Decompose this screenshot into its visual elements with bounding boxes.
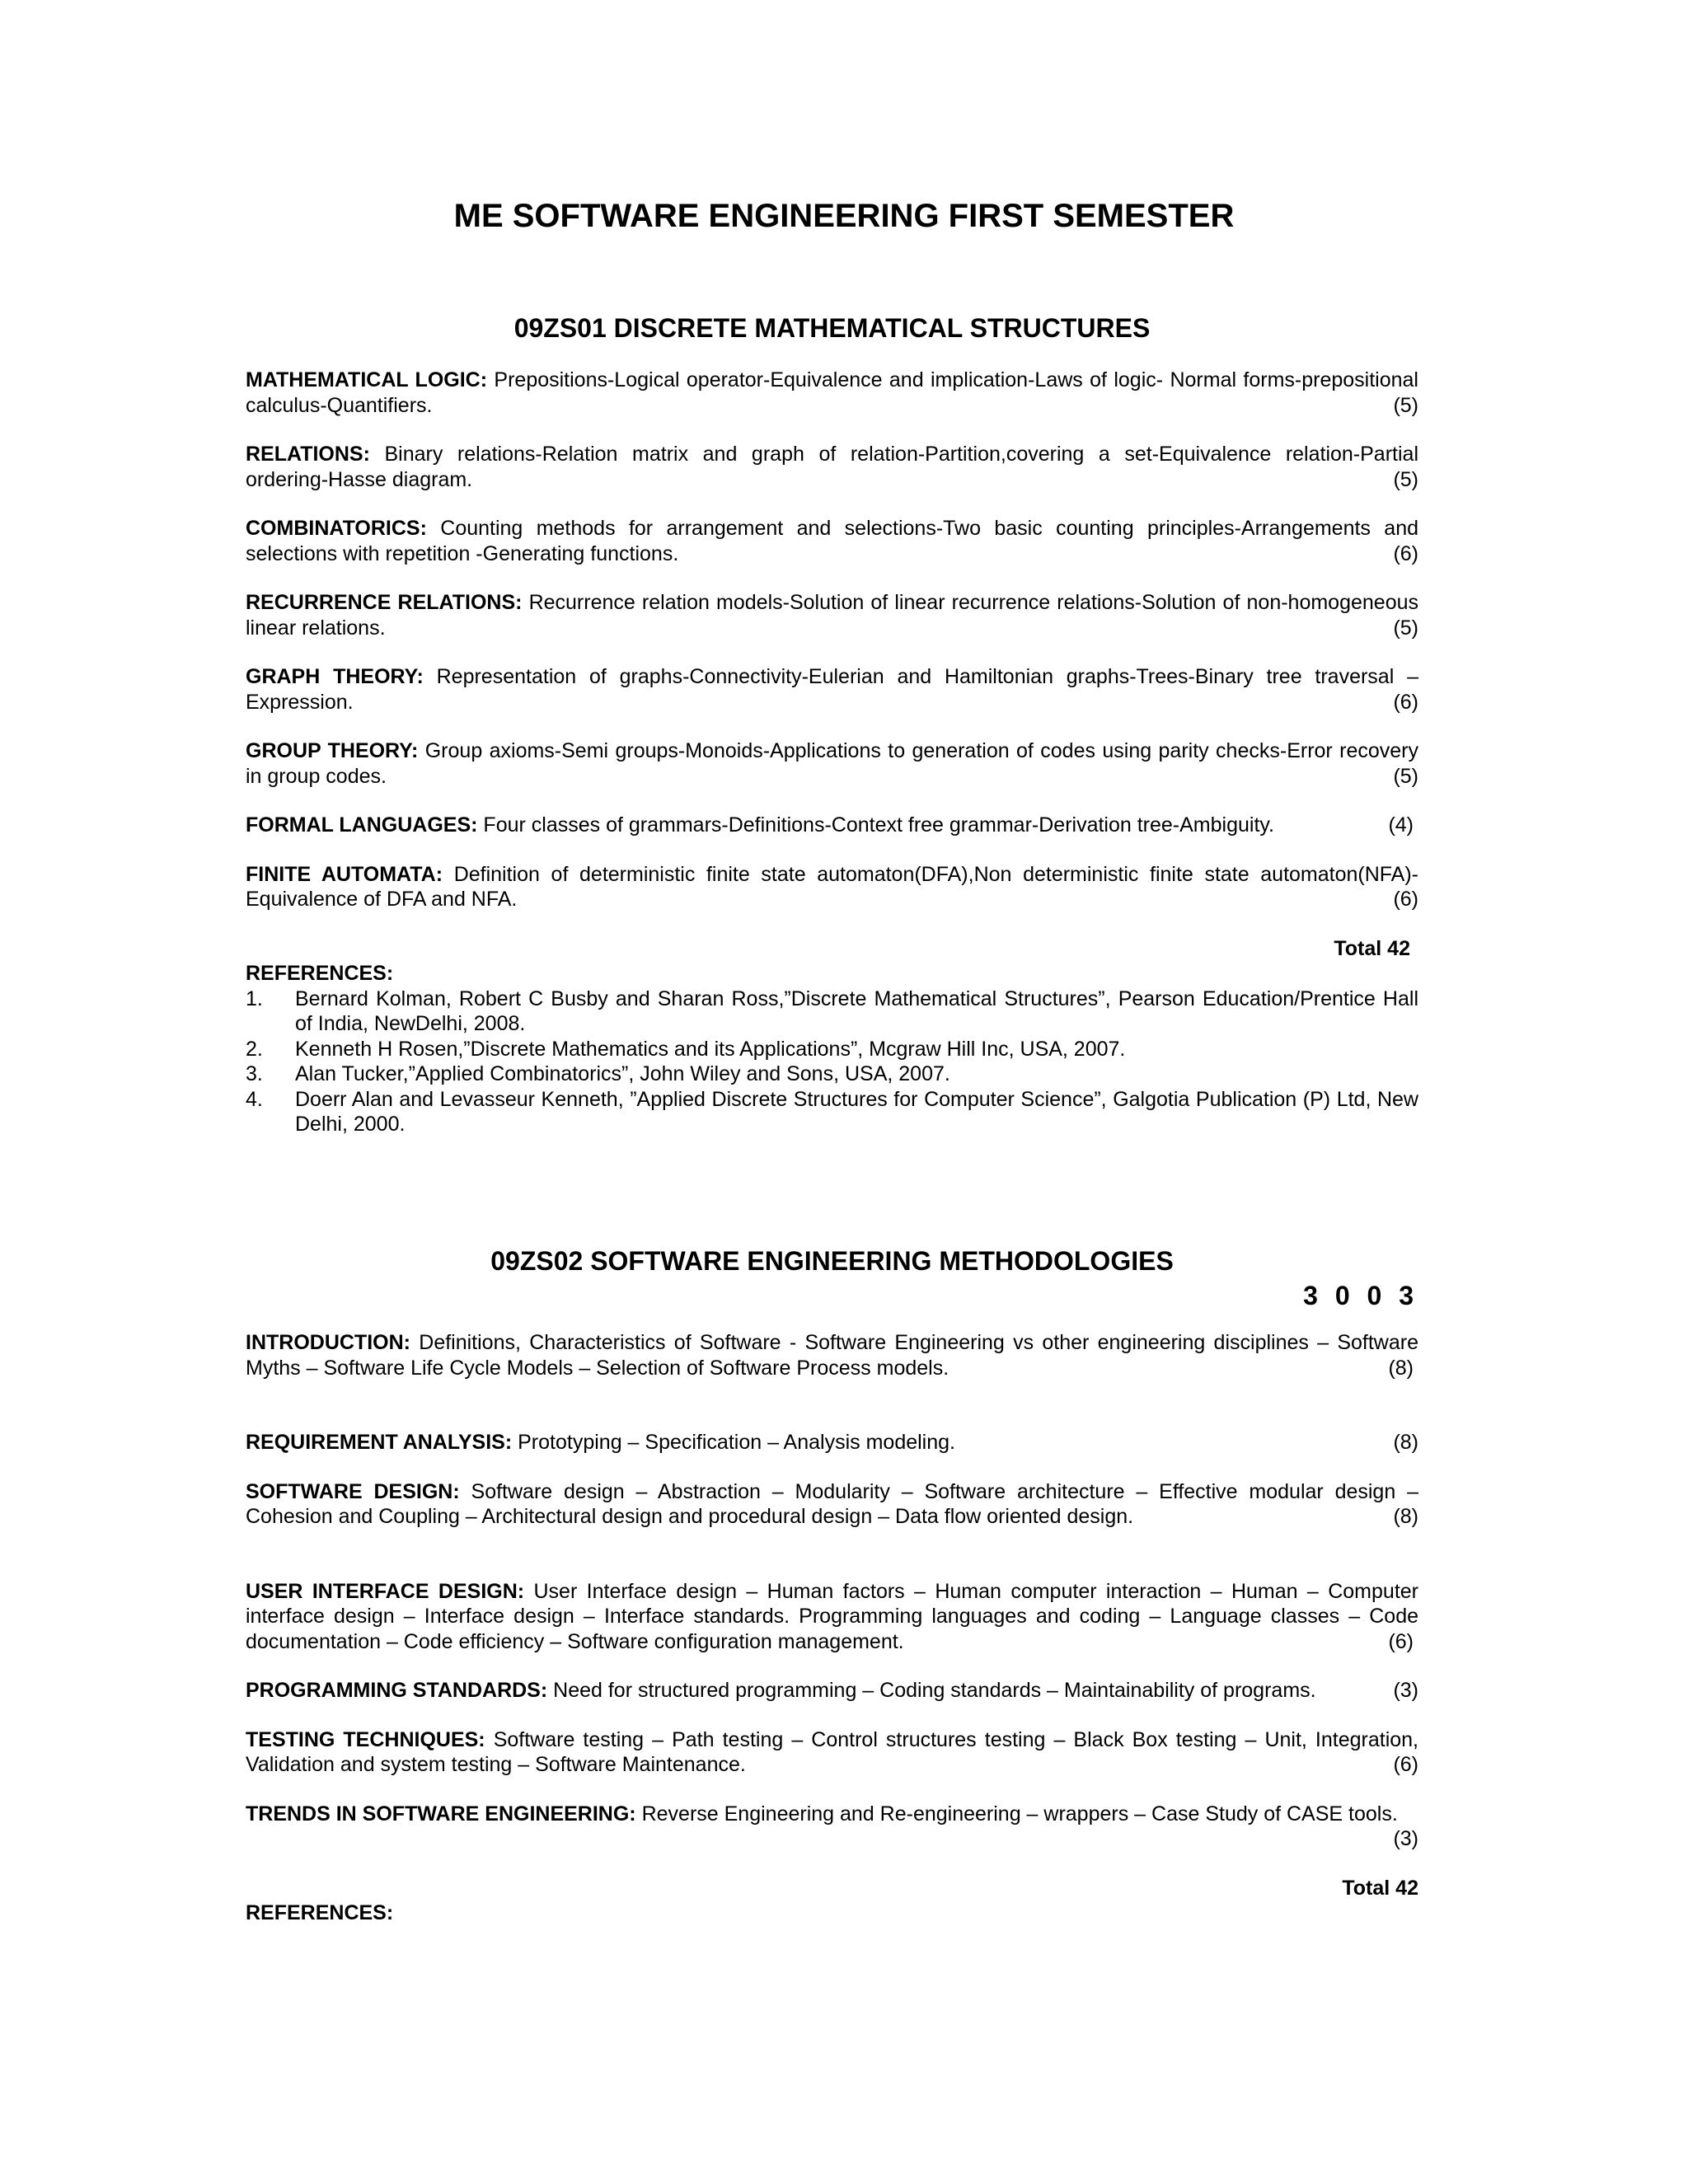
unit-text: User Interface design – Human factors – Human computer interaction – Human – Computer interface design – Interface design – Interface standards. Programming languages and coding – Language classes – Code documentation – Code efficiency – Software configuration management.	[246, 1579, 1418, 1653]
unit-text: Prototyping – Specification – Analysis modeling.	[512, 1431, 955, 1454]
unit-hours: (6)	[1393, 1753, 1418, 1776]
unit-hours: (4)	[1388, 813, 1414, 837]
unit-trends-in-software-engineering	[246, 1802, 1418, 1852]
course-credits: 3 0 0 3	[1303, 1281, 1418, 1310]
unit-head: RECURRENCE RELATIONS:	[246, 591, 523, 614]
unit-hours: (6)	[1393, 690, 1418, 714]
reference-item	[246, 1087, 1418, 1137]
reference-text: Bernard Kolman, Robert C Busby and Sharan Ross,”Discrete Mathematical Structures”, Pearson Education/Prentice Hall of India, NewDelhi, 2008.	[295, 987, 1418, 1035]
unit-text: Binary relations-Relation matrix and graph of relation-Partition,covering a set-Equivalence relation-Partial ordering-Hasse diagram.	[246, 443, 1418, 491]
unit-head: REQUIREMENT ANALYSIS:	[246, 1431, 513, 1454]
unit-programming-standards	[246, 1678, 1418, 1704]
unit-hours: (5)	[1393, 393, 1418, 417]
unit-head: INTRODUCTION:	[246, 1331, 410, 1354]
unit-hours: (5)	[1393, 467, 1418, 491]
unit-head: MATHEMATICAL LOGIC:	[246, 368, 488, 391]
unit-relations	[246, 442, 1418, 492]
course-title: 09ZS02 SOFTWARE ENGINEERING METHODOLOGIES	[490, 1246, 1174, 1276]
unit-hours: (3)	[1393, 1679, 1418, 1702]
references-list	[246, 987, 1418, 1137]
unit-head: USER INTERFACE DESIGN:	[246, 1579, 525, 1603]
reference-text: Doerr Alan and Levasseur Kenneth, ”Applied Discrete Structures for Computer Science”, Galgotia Publication (P) Ltd, New Delhi, 2000.	[295, 1087, 1418, 1136]
unit-finite-automata	[246, 862, 1418, 912]
unit-head: RELATIONS:	[246, 443, 370, 466]
unit-hours: (6)	[1393, 888, 1418, 911]
unit-head: FINITE AUTOMATA:	[246, 862, 443, 886]
unit-graph-theory	[246, 664, 1418, 715]
reference-item	[246, 987, 1418, 1037]
unit-mathematical-logic	[246, 368, 1418, 418]
unit-hours: (8)	[1388, 1356, 1414, 1380]
unit-head: SOFTWARE DESIGN:	[246, 1479, 460, 1503]
unit-hours: (8)	[1393, 1505, 1418, 1528]
references-heading: REFERENCES:	[246, 1901, 394, 1924]
unit-combinatorics	[246, 516, 1418, 566]
unit-text: Reverse Engineering and Re-engineering – wrappers – Case Study of CASE tools.	[635, 1802, 1398, 1825]
unit-head: FORMAL LANGUAGES:	[246, 813, 478, 837]
unit-hours: (5)	[1393, 764, 1418, 788]
unit-head: GROUP THEORY:	[246, 739, 419, 762]
unit-hours: (8)	[1393, 1431, 1418, 1454]
reference-text: Alan Tucker,”Applied Combinatorics”, John Wiley and Sons, USA, 2007.	[295, 1062, 950, 1085]
unit-text: Group axioms-Semi groups-Monoids-Applications to generation of codes using parity checks-Error recovery in group codes.	[246, 739, 1418, 788]
unit-text: Counting methods for arrangement and selections-Two basic counting principles-Arrangements and selections with repetition -Generating functions.	[246, 517, 1418, 565]
unit-head: COMBINATORICS:	[246, 517, 427, 540]
reference-number: 1.	[246, 987, 263, 1010]
page-title: ME SOFTWARE ENGINEERING FIRST SEMESTER	[453, 198, 1235, 234]
unit-text: Four classes of grammars-Definitions-Context free grammar-Derivation tree-Ambiguity.	[477, 813, 1274, 837]
total-hours: Total 42	[1334, 936, 1410, 960]
course-title: 09ZS01 DISCRETE MATHEMATICAL STRUCTURES	[513, 313, 1151, 343]
unit-formal-languages	[246, 813, 1418, 838]
unit-head: GRAPH THEORY:	[246, 665, 424, 688]
unit-hours: (6)	[1388, 1629, 1414, 1653]
reference-item	[246, 1037, 1418, 1062]
unit-hours: (5)	[1393, 616, 1418, 640]
unit-text: Recurrence relation models-Solution of linear recurrence relations-Solution of non-homogeneous linear relations.	[246, 591, 1419, 640]
unit-text: Software design – Abstraction – Modularity – Software architecture – Effective modular design – Cohesion and Coupling – Architectural design and procedural design – Data flow oriented design.	[246, 1479, 1418, 1528]
unit-testing-techniques	[246, 1727, 1418, 1778]
reference-text: Kenneth H Rosen,”Discrete Mathematics and its Applications”, Mcgraw Hill Inc, USA, 2007.	[295, 1037, 1126, 1061]
unit-text: Definition of deterministic finite state automaton(DFA),Non deterministic finite state automaton(NFA)- Equivalence of DFA and NFA.	[246, 862, 1419, 911]
course-discrete-math	[246, 312, 1418, 1137]
unit-hours: (6)	[1393, 541, 1418, 565]
unit-recurrence-relations	[246, 590, 1418, 640]
unit-text: Definitions, Characteristics of Software - Software Engineering vs other engineering disciplines – Software Myths – Software Life Cycle Models – Selection of Software Process models.	[246, 1331, 1418, 1380]
unit-user-interface-design	[246, 1579, 1418, 1655]
reference-number: 3.	[246, 1062, 263, 1085]
unit-introduction	[246, 1330, 1418, 1380]
references-heading: REFERENCES:	[246, 962, 394, 985]
reference-number: 2.	[246, 1037, 263, 1061]
unit-head: PROGRAMMING STANDARDS:	[246, 1679, 548, 1702]
course-software-engineering-methodologies	[246, 1244, 1418, 1926]
unit-hours: (3)	[1393, 1827, 1418, 1850]
reference-item	[246, 1062, 1418, 1087]
unit-software-design	[246, 1479, 1418, 1530]
unit-text: Prepositions-Logical operator-Equivalence and implication-Laws of logic- Normal forms-prepositional calculus-Quantifiers.	[246, 368, 1418, 417]
unit-text: Need for structured programming – Coding standards – Maintainability of programs.	[547, 1679, 1316, 1702]
unit-head: TESTING TECHNIQUES:	[246, 1727, 485, 1751]
unit-text: Software testing – Path testing – Control structures testing – Black Box testing – Unit, Integration, Validation and system testing – Software Maintenance.	[246, 1727, 1419, 1776]
unit-group-theory	[246, 738, 1418, 789]
unit-text: Representation of graphs-Connectivity-Eulerian and Hamiltonian graphs-Trees-Binary tree traversal – Expression.	[246, 665, 1418, 714]
total-hours: Total 42	[1342, 1876, 1418, 1900]
reference-number: 4.	[246, 1087, 263, 1111]
unit-head: TRENDS IN SOFTWARE ENGINEERING:	[246, 1802, 636, 1825]
unit-requirement-analysis	[246, 1430, 1418, 1455]
